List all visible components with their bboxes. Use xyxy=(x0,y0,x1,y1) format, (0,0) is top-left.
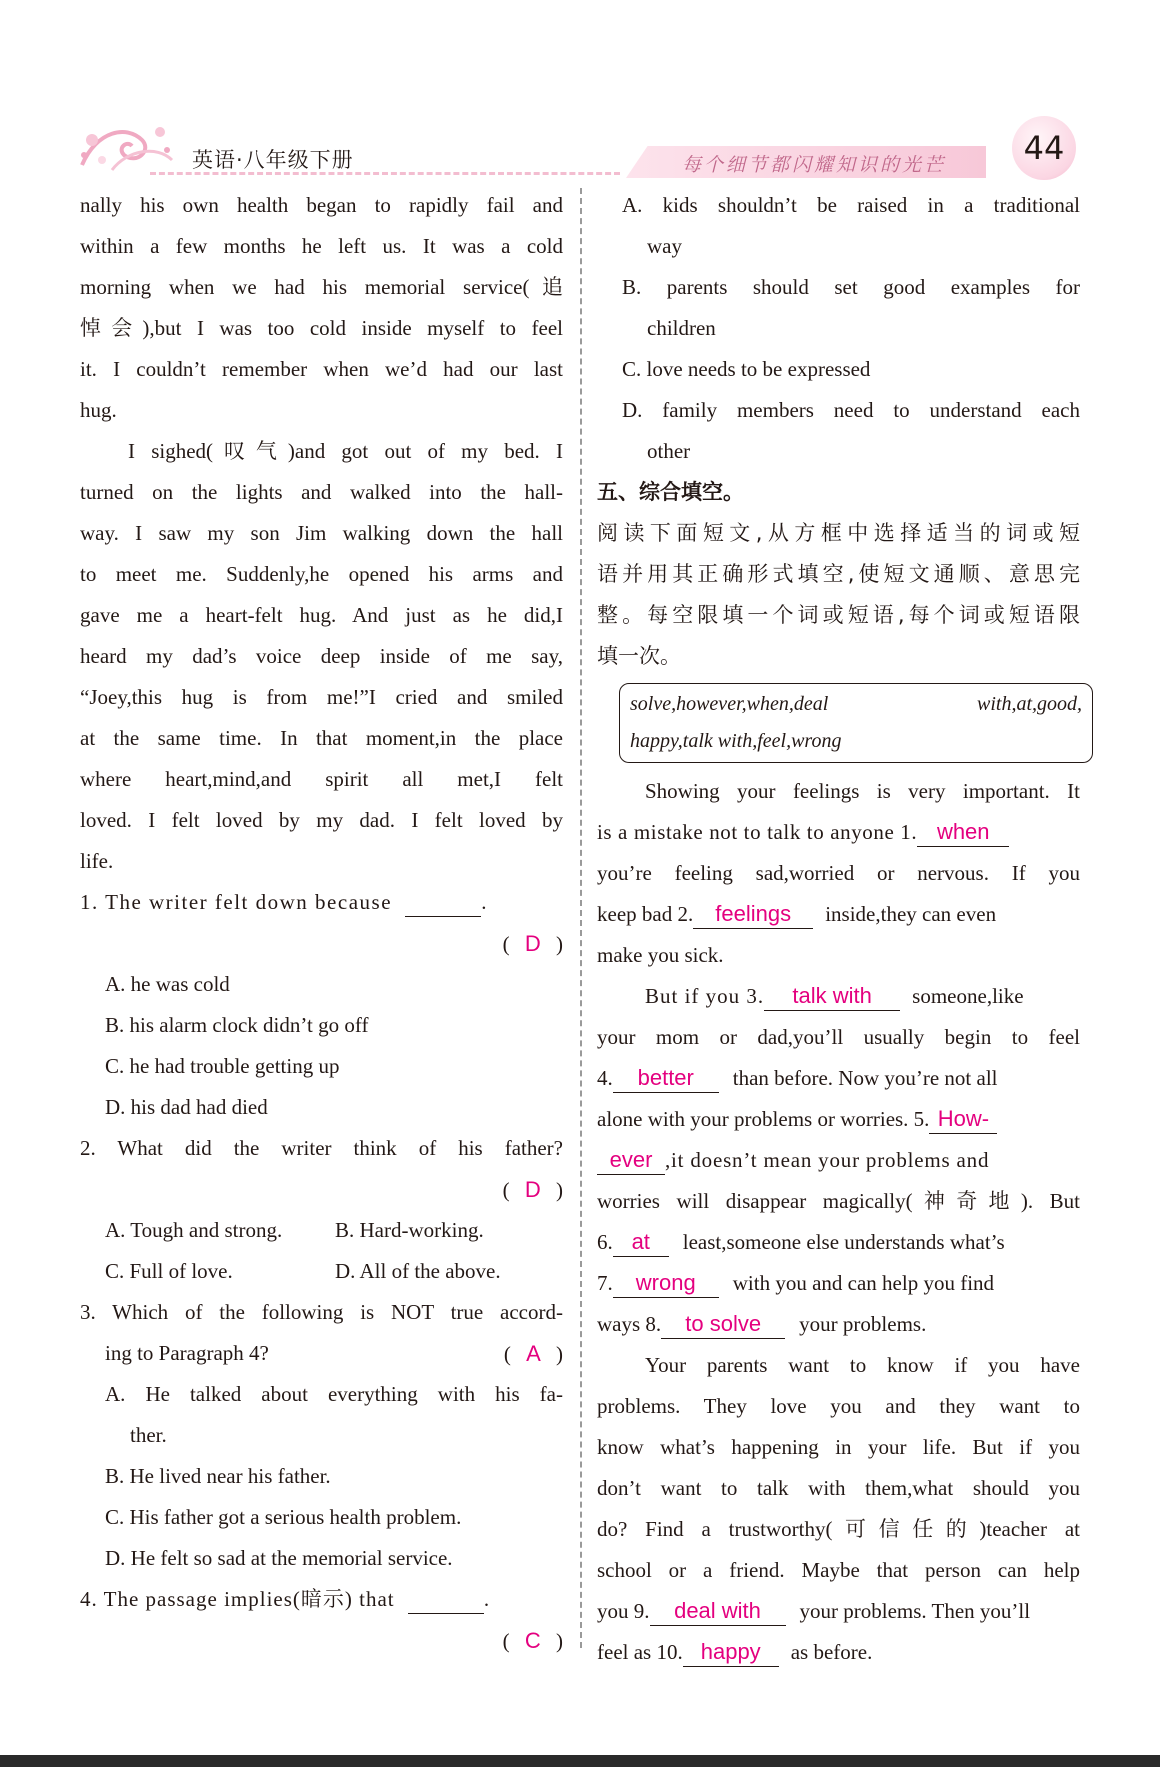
cloze-line: you’re feeling sad,worried or nervous. If you xyxy=(597,861,1080,885)
cloze-line xyxy=(597,1591,1080,1632)
word-box-line: happy,talk with,feel,wrong xyxy=(630,730,842,752)
question-1: 1. The writer felt down because . xyxy=(80,882,563,923)
answer-blank xyxy=(405,888,481,917)
question-stem: 2. What did the writer think of his father? xyxy=(80,1136,563,1160)
answer-blank: at xyxy=(613,1228,669,1257)
cloze-text: least,someone else understands what’s xyxy=(682,1230,1005,1254)
cloze-line: Your parents want to know if you have xyxy=(645,1353,1080,1377)
passage-line: at the same time. In that moment,in the place xyxy=(80,726,563,750)
cloze-text: you 9. xyxy=(597,1599,650,1623)
header-divider xyxy=(150,172,620,175)
passage-line: hug. xyxy=(80,398,117,422)
cloze-text: with you and can help you find xyxy=(732,1271,995,1295)
left-column xyxy=(80,185,563,1661)
passage-line: morning when we had his memorial service(追 xyxy=(80,275,563,299)
cloze-text: inside,they can even xyxy=(825,902,997,926)
cloze-line xyxy=(597,1140,1080,1181)
cloze-line xyxy=(597,1222,1080,1263)
cloze-line xyxy=(597,812,1080,853)
passage-line: way. I saw my son Jim walking down the hall xyxy=(80,521,563,545)
passage-line: nally his own health began to rapidly fail and xyxy=(80,193,563,217)
cloze-line: make you sick. xyxy=(597,943,724,967)
option-row xyxy=(80,1210,563,1251)
cloze-text: ways 8. xyxy=(597,1312,662,1336)
answer-blank: deal with xyxy=(650,1597,786,1626)
option: C. Full of love. xyxy=(105,1259,233,1283)
option: B. Hard-working. xyxy=(335,1218,484,1242)
instruction-line: 阅读下面短文,从方框中选择适当的词或短 xyxy=(597,521,1080,545)
option: D. All of the above. xyxy=(335,1259,501,1283)
passage-line: gave me a heart-felt hug. And just as he did,I xyxy=(80,603,563,627)
question-stem: 3. Which of the following is NOT true accord- xyxy=(80,1300,563,1324)
answer-blank: How- xyxy=(929,1105,997,1134)
cloze-line: Showing your feelings is very important. It xyxy=(645,779,1080,803)
answer-blank: better xyxy=(613,1064,719,1093)
answer-blank: happy xyxy=(683,1638,779,1667)
cloze-line: know what’s happening in your life. But if you xyxy=(597,1435,1080,1459)
cloze-text: 4. xyxy=(597,1066,613,1090)
option: A. Tough and strong. xyxy=(105,1218,283,1242)
option: D. family members need to understand each xyxy=(622,398,1080,422)
answer-blank: to solve xyxy=(661,1310,785,1339)
option: C. he had trouble getting up xyxy=(105,1054,340,1078)
option-cont: children xyxy=(647,316,716,340)
answer-paren: ( D ) xyxy=(502,931,563,956)
option-cont: way xyxy=(647,234,682,258)
cloze-text: someone,like xyxy=(912,984,1024,1008)
answer-paren: ( A ) xyxy=(503,1341,563,1366)
word-box xyxy=(619,683,1093,763)
option-cont: other xyxy=(647,439,691,463)
word-box-line: solve,however,when,deal with,at,good, xyxy=(630,693,1082,715)
passage-line: it. I couldn’t remember when we’d had our last xyxy=(80,357,563,381)
cloze-text: than before. Now you’re not all xyxy=(732,1066,998,1090)
question-stem-text: ing to Paragraph 4? xyxy=(105,1341,269,1365)
passage-line: turned on the lights and walked into the hall- xyxy=(80,480,563,504)
cloze-line xyxy=(597,1099,1080,1140)
page-number: 44 xyxy=(1012,116,1076,180)
option: D. He felt so sad at the memorial service. xyxy=(105,1546,453,1570)
cloze-line: school or a friend. Maybe that person can help xyxy=(597,1558,1080,1582)
answer-choice: C xyxy=(524,1628,541,1653)
option: C. His father got a serious health problem. xyxy=(105,1505,462,1529)
answer-paren: ( D ) xyxy=(502,1177,563,1202)
cloze-text: feel as 10. xyxy=(597,1640,683,1664)
passage-line: within a few months he left us. It was a cold xyxy=(80,234,563,258)
answer-blank: feelings xyxy=(693,900,813,929)
cloze-line: do? Find a trustworthy(可信任的)teacher at xyxy=(597,1517,1080,1541)
option: B. his alarm clock didn’t go off xyxy=(105,1013,369,1037)
option: A. kids shouldn’t be raised in a traditional xyxy=(622,193,1080,217)
answer-choice: A xyxy=(526,1341,541,1366)
cloze-text: But if you 3. xyxy=(645,984,765,1008)
instruction-line: 整。每空限填一个词或短语,每个词或短语限 xyxy=(597,603,1080,627)
option: A. He talked about everything with his fa- xyxy=(105,1382,563,1406)
option: A. he was cold xyxy=(105,972,230,996)
answer-blank: when xyxy=(917,818,1009,847)
passage-line: to meet me. Suddenly,he opened his arms and xyxy=(80,562,563,586)
passage-line: 悼会),but I was too cold inside myself to feel xyxy=(80,316,563,340)
answer-blank: ever xyxy=(597,1146,665,1175)
question-stem: 4. The passage implies(暗示) that xyxy=(80,1587,395,1611)
passage-line: heard my dad’s voice deep inside of me say, xyxy=(80,644,563,668)
passage-line: loved. I felt loved by my dad. I felt loved by xyxy=(80,808,563,832)
option-cont: ther. xyxy=(130,1423,167,1447)
cloze-line: worries will disappear magically(神奇地). But xyxy=(597,1189,1080,1213)
option: B. parents should set good examples for xyxy=(622,275,1080,299)
option: C. love needs to be expressed xyxy=(622,357,871,381)
cloze-text: your problems. xyxy=(799,1312,927,1336)
cloze-line: your mom or dad,you’ll usually begin to feel xyxy=(597,1025,1080,1049)
cloze-text: ,it doesn’t mean your problems and xyxy=(665,1148,990,1172)
cloze-line xyxy=(597,894,1080,935)
cloze-line xyxy=(597,1304,1080,1345)
answer-paren: ( C ) xyxy=(502,1628,563,1653)
option: B. He lived near his father. xyxy=(105,1464,331,1488)
cloze-line xyxy=(597,1632,1080,1673)
option-row xyxy=(80,1251,563,1292)
passage-line: where heart,mind,and spirit all met,I felt xyxy=(80,767,563,791)
cloze-line xyxy=(597,1263,1080,1304)
answer-blank: talk with xyxy=(764,982,900,1011)
question-4: 4. The passage implies(暗示) that . xyxy=(80,1579,563,1620)
answer-choice: D xyxy=(524,931,541,956)
floral-ornament-icon xyxy=(72,110,182,180)
cloze-text: your problems. Then you’ll xyxy=(799,1599,1031,1623)
instruction-line: 填一次。 xyxy=(597,644,681,668)
option: D. his dad had died xyxy=(105,1095,268,1119)
slogan: 每个细节都闪耀知识的光芒 xyxy=(682,154,947,176)
cloze-line: don’t want to talk with them,what should you xyxy=(597,1476,1080,1500)
cloze-line: problems. They love you and they want to xyxy=(597,1394,1080,1418)
question-stem-cont xyxy=(80,1333,563,1374)
cloze-line xyxy=(597,1058,1080,1099)
passage-line: life. xyxy=(80,849,114,873)
cloze-text: 7. xyxy=(597,1271,613,1295)
section-title: 五、综合填空。 xyxy=(597,480,744,504)
cloze-line xyxy=(597,976,1080,1017)
answer-blank xyxy=(408,1585,484,1614)
answer-choice: D xyxy=(524,1177,541,1202)
book-title: 英语·八年级下册 xyxy=(192,148,354,172)
right-column xyxy=(597,185,1080,1673)
instruction-line: 语并用其正确形式填空,使短文通顺、意思完 xyxy=(597,562,1080,586)
question-stem: 1. The writer felt down because xyxy=(80,890,393,914)
cloze-text: is a mistake not to talk to anyone 1. xyxy=(597,820,918,844)
cloze-text: alone with your problems or worries. 5. xyxy=(597,1107,930,1131)
passage-line: “Joey,this hug is from me!”I cried and smiled xyxy=(80,685,563,709)
cloze-text: 6. xyxy=(597,1230,613,1254)
cloze-text: as before. xyxy=(790,1640,873,1664)
answer-blank: wrong xyxy=(613,1269,719,1298)
bottom-bar xyxy=(0,1755,1160,1767)
cloze-text: keep bad 2. xyxy=(597,902,694,926)
passage-line: I sighed(叹气)and got out of my bed. I xyxy=(128,439,563,463)
column-divider xyxy=(580,188,582,1648)
